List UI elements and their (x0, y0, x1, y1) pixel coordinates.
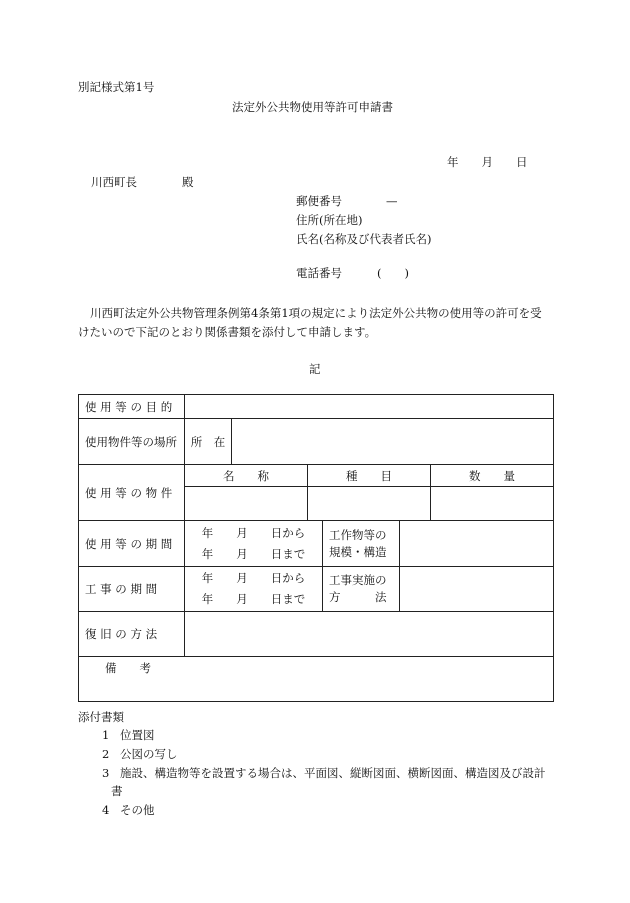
work-period-to: 年 月 日まで (201, 592, 306, 606)
scale-label-line1: 工作物等の (329, 527, 387, 542)
purpose-label: 使 用 等 の 目 的 (79, 395, 185, 419)
work-period-label: 工 事 の 期 間 (79, 567, 185, 612)
location-sub-label: 所 在 (185, 419, 232, 464)
remarks-field[interactable] (79, 657, 554, 702)
phone-parentheses: ( ) (377, 266, 409, 280)
attachment-number: 4 (102, 803, 110, 817)
use-period-to: 年 月 日まで (201, 546, 306, 561)
use-period-from: 年 月 日から (201, 525, 306, 540)
attachment-item-position-map: 位置図 (120, 728, 155, 742)
application-form-table (78, 394, 554, 702)
work-period-field[interactable] (185, 567, 323, 612)
object-quantity-field[interactable] (431, 487, 554, 521)
postal-code-separator: — (386, 194, 398, 208)
work-period-from: 年 月 日から (201, 571, 306, 585)
use-period-field[interactable] (185, 521, 323, 567)
object-type-field[interactable] (308, 487, 431, 521)
attachment-number: 1 (102, 728, 110, 742)
address-label: 住所(所在地) (296, 213, 363, 227)
document-title: 法定外公共物使用等許可申請書 (232, 100, 393, 114)
object-name-field[interactable] (185, 487, 308, 521)
attachment-number: 3 (102, 766, 110, 780)
scale-label-line2: 規模・構造 (329, 544, 387, 559)
application-paragraph-line2: けたいので下記のとおり関係書類を添付して申請します。 (78, 325, 377, 339)
restore-method-label: 復 旧 の 方 法 (79, 612, 185, 657)
attachment-item-drawings-cont: 書 (111, 784, 123, 798)
location-field[interactable] (185, 419, 554, 465)
purpose-field[interactable] (185, 395, 554, 419)
form-number: 別記様式第1号 (78, 80, 155, 94)
location-label: 使用物件等の場所 (79, 419, 185, 465)
scale-structure-label (323, 521, 400, 567)
location-input[interactable] (232, 419, 553, 464)
ki-heading: 記 (309, 362, 321, 376)
phone-label: 電話番号 (296, 266, 342, 280)
col-name-header: 名 称 (185, 465, 308, 487)
method-label-line1: 工事実施の (329, 573, 387, 587)
attachment-number: 2 (102, 747, 110, 761)
postal-code-label: 郵便番号 (296, 194, 342, 208)
name-label: 氏名(名称及び代表者氏名) (296, 232, 432, 246)
restore-method-field[interactable] (185, 612, 554, 657)
application-paragraph-line1: 川西町法定外公共物管理条例第4条第1項の規定により法定外公共物の使用等の許可を受 (90, 306, 542, 320)
method-label-line2: 方 法 (329, 590, 387, 604)
honorific: 殿 (182, 175, 194, 189)
date-line: 年 月 日 (447, 155, 528, 169)
attachments-title: 添付書類 (78, 710, 124, 724)
work-method-label (323, 567, 400, 612)
scale-structure-field[interactable] (400, 521, 554, 567)
attachment-item-cadastral-copy: 公図の写し (120, 747, 178, 761)
remarks-label: 備 考 (105, 661, 151, 675)
attachment-item-drawings: 施設、構造物等を設置する場合は、平面図、縦断図面、横断図面、構造図及び設計 (120, 766, 546, 780)
addressee: 川西町長 (91, 175, 137, 189)
work-method-field[interactable] (400, 567, 554, 612)
object-label: 使 用 等 の 物 件 (79, 465, 185, 521)
col-type-header: 種 目 (308, 465, 431, 487)
use-period-label: 使 用 等 の 期 間 (79, 521, 185, 567)
attachment-item-other: その他 (120, 803, 155, 817)
col-quantity-header: 数 量 (431, 465, 554, 487)
